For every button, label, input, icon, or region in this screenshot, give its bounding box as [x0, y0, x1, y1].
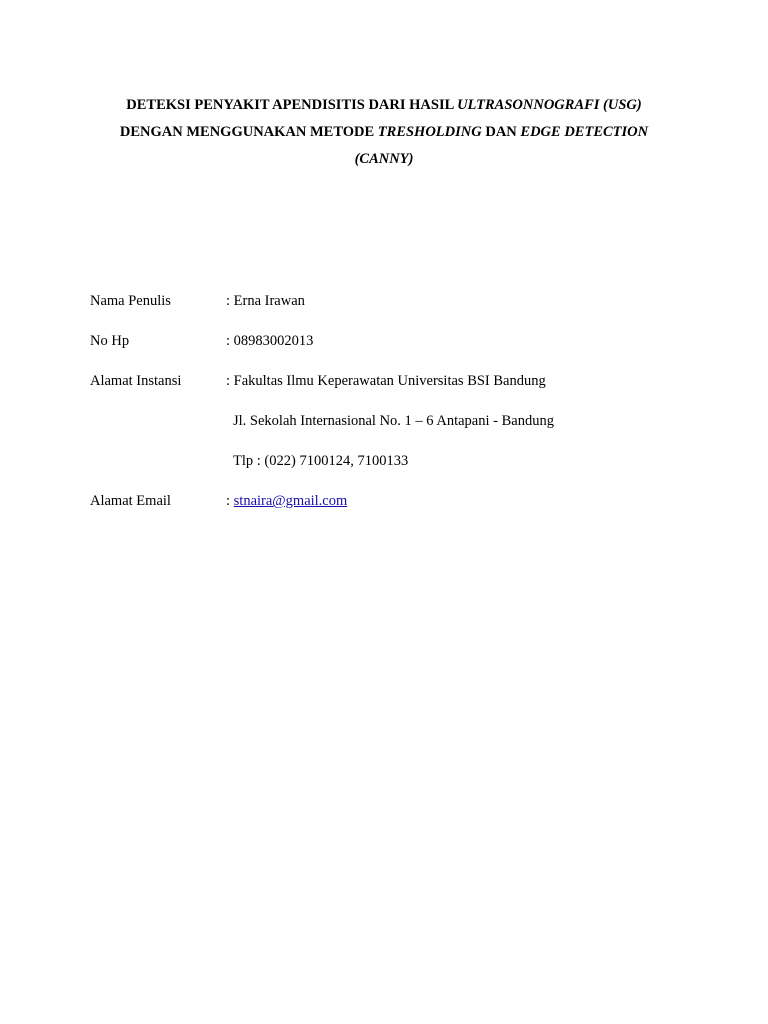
institution-phone-row — [90, 451, 690, 471]
title-line-2-middle: DAN — [481, 124, 521, 140]
email-value-wrap — [226, 491, 347, 511]
title-line-2-italic-2: EDGE DETECTION — [520, 124, 649, 140]
title-line-3-italic: (CANNY) — [354, 151, 414, 167]
institution-row — [90, 371, 690, 391]
email-label: Alamat Email — [90, 493, 171, 509]
institution-label: Alamat Instansi — [90, 373, 182, 389]
document-title — [0, 92, 768, 173]
email-row — [90, 491, 690, 511]
institution-address-row — [90, 411, 690, 431]
title-line-2 — [0, 119, 768, 146]
author-row — [90, 291, 690, 311]
title-line-3 — [0, 146, 768, 173]
author-value: : Erna Irawan — [226, 293, 305, 309]
phone-value: : 08983002013 — [226, 333, 314, 349]
title-line-1-text: DETEKSI PENYAKIT APENDISITIS DARI HASIL — [126, 97, 458, 113]
institution-address: Jl. Sekolah Internasional No. 1 – 6 Antapani - Bandung — [233, 413, 554, 429]
title-line-1 — [0, 92, 768, 119]
email-link[interactable]: stnaira@gmail.com — [233, 493, 348, 509]
title-line-1-italic: ULTRASONNOGRAFI (USG) — [457, 97, 642, 113]
email-prefix: : — [226, 493, 234, 509]
institution-phone: Tlp : (022) 7100124, 7100133 — [233, 453, 409, 469]
author-info — [90, 291, 690, 511]
title-line-2-text: DENGAN MENGGUNAKAN METODE — [119, 124, 378, 140]
institution-value: : Fakultas Ilmu Keperawatan Universitas BSI Bandung — [226, 373, 546, 389]
phone-label: No Hp — [90, 333, 130, 349]
author-label: Nama Penulis — [90, 293, 171, 309]
phone-row — [90, 331, 690, 351]
title-line-2-italic-1: TRESHOLDING — [377, 124, 482, 140]
